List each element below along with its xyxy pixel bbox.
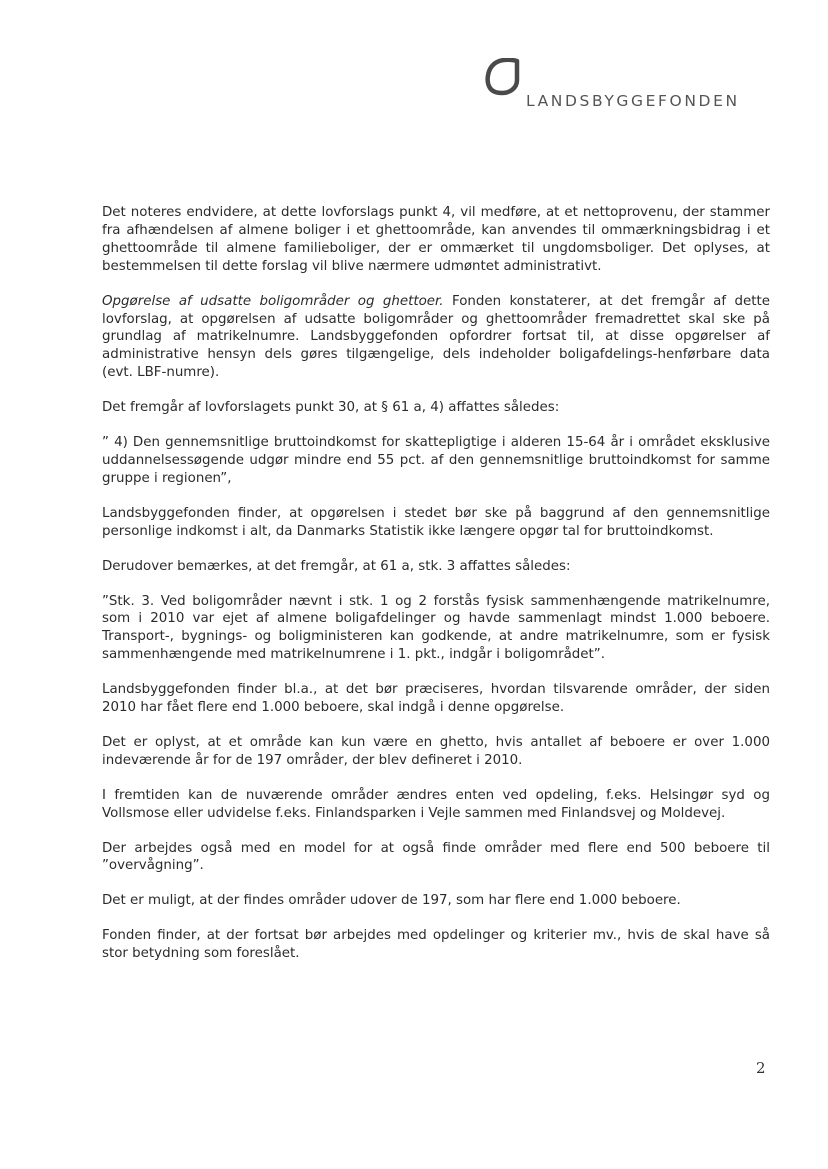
paragraph: Opgørelse af udsatte boligområder og ghettoer. Fonden konstaterer, at det fremgår af dette lovforslag, at opgørelsen af udsatte boligområder og ghettoområder fremadrettet skal ske på grundlag af matrikelnumre. Landsbyggefonden opfordrer fortsat til, at disse opgørelser af administrative hensyn dels gøres tilgængelige, dels indeholder boligafdelings-henførbare data (evt. LBF-numre). xyxy=(102,293,770,381)
paragraph: Derudover bemærkes, at det fremgår, at 61 a, stk. 3 affattes således: xyxy=(102,558,571,574)
paragraph: Det er oplyst, at et område kan kun være en ghetto, hvis antallet af beboere er over 1.000 indeværende år for de 197 områder, der blev defineret i 2010. xyxy=(102,734,770,768)
section-heading-italic: Opgørelse af udsatte boligområder og ghettoer. xyxy=(102,293,444,309)
paragraph: Landsbyggefonden finder, at opgørelsen i stedet bør ske på baggrund af den gennemsnitlige personlige indkomst i alt, da Danmarks Statistik ikke længere opgør tal for bruttoindkomst. xyxy=(102,505,770,539)
quoted-paragraph: ” 4) Den gennemsnitlige bruttoindkomst for skattepligtige i alderen 15-64 år i området eksklusive uddannelsessøgende udgør mindre end 55 pct. af den gennemsnitlige bruttoindkomst for samme gruppe i regionen”, xyxy=(102,435,770,486)
paragraph: Landsbyggefonden finder bl.a., at det bør præciseres, hvordan tilsvarende områder, der siden 2010 har fået flere end 1.000 beboere, skal indgå i denne opgørelse. xyxy=(102,682,770,716)
quoted-paragraph: ”Stk. 3. Ved boligområder nævnt i stk. 1 og 2 forstås fysisk sammenhængende matrikelnumre, som i 2010 var ejet af almene boligafdelinger og havde sammenlagt mindst 1.000 beboere. Transport-, bygnings- og boligministeren kan godkende, at andre matrikelnumre, som er fysisk sammenhængende med matrikelnumrene i 1. pkt., indgår i boligområdet”. xyxy=(102,593,770,663)
paragraph: Der arbejdes også med en model for at også finde områder med flere end 500 beboere til ”overvågning”. xyxy=(102,840,770,874)
paragraph: Det er muligt, at der findes områder udover de 197, som har flere end 1.000 beboere. xyxy=(102,893,681,909)
logo-wordmark: LANDSBYGGEFONDEN xyxy=(526,92,740,110)
paragraph: Det noteres endvidere, at dette lovforslags punkt 4, vil medføre, at et nettoprovenu, der stammer fra afhændelsen af almene boliger i et ghettoområde, kan anvendes til ommærkningsbidrag i et ghettoområde til almene familieboliger, der er ommærket til ungdomsboliger. Det oplyses, at bestemmelsen til dette forslag vil blive nærmere udmøntet administrativt. xyxy=(102,205,770,274)
paragraph: Det fremgår af lovforslagets punkt 30, at § 61 a, 4) affattes således: xyxy=(102,400,560,416)
letter-body xyxy=(102,204,770,980)
landsbyggefonden-logo xyxy=(482,58,782,118)
logo-mark-icon xyxy=(484,58,520,96)
paragraph: I fremtiden kan de nuværende områder ændres enten ved opdeling, f.eks. Helsingør syd og Vollsmose eller udvidelse f.eks. Finlandsparken i Vejle sammen med Finlandsvej og Moldevej. xyxy=(102,787,770,821)
page-number: 2 xyxy=(756,1059,766,1077)
paragraph: Fonden finder, at der fortsat bør arbejdes med opdelinger og kriterier mv., hvis de skal have så stor betydning som foreslået. xyxy=(102,928,770,962)
